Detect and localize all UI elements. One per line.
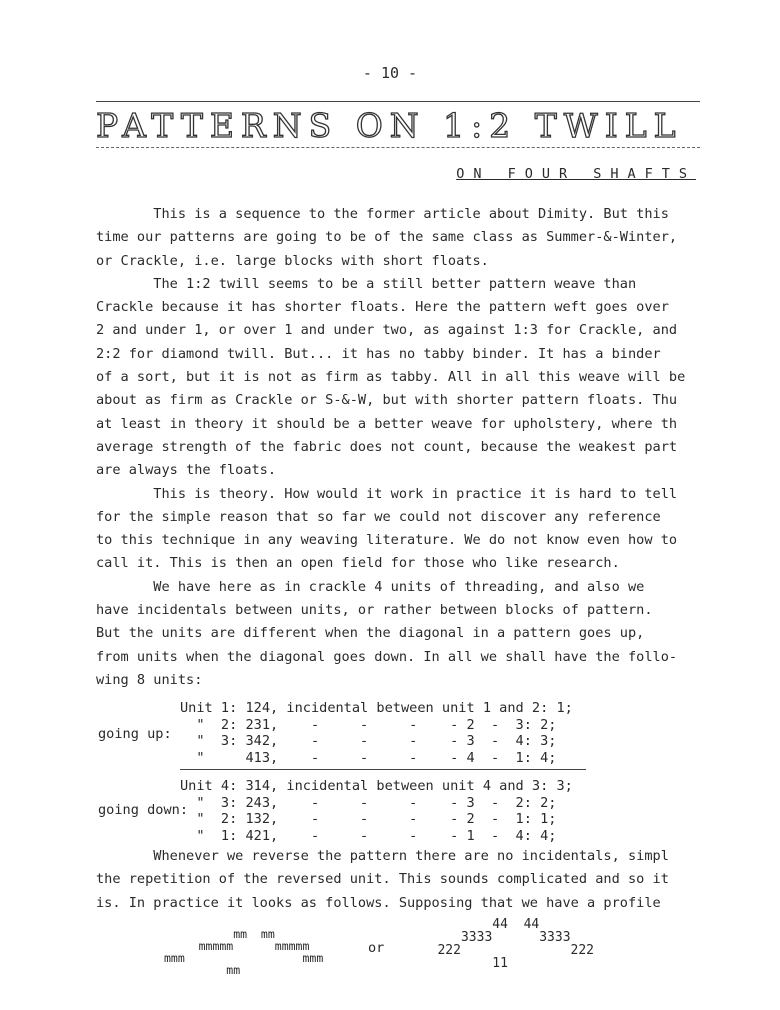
units-going-up: Unit 1: 124, incidental between unit 1 and 2: 1; " 2: 231, - - - - 2 - 3: 2; " 3: 342, - - - - 3 - 4: 3; " 413, - - - - 4 - 1: 4; — [180, 700, 573, 766]
going-up-label: going up: — [98, 726, 172, 742]
units-divider — [180, 769, 586, 770]
body-paragraphs: This is a sequence to the former article about Dimity. But this time our patterns are going to be of the same class as Summer-&-Winter, or Crackle, i.e. large blocks with short floats. The 1:2 twill seems to be a still better pattern weave than Crackle because it has shorter floats. Here the pattern weft goes over 2 and under 1, or over 1 and under two, as against 1:3 for Crackle, and 2:2 for diamond twill. But... it has no tabby binder. It has a binder of a sort, but it is not as firm as tabby. All in all this weave will be about as firm as Crackle or S-&-W, but with shorter pattern floats. Thu at least in theory it should be a better weave for upholstery, where th average strength of the fabric does not count, because the weakest part are always the floats. This is theory. How would it work in practice it is hard to tell for the simple reason that so far we could not discover any reference to this technique in any weaving literature. We do not know even how to call it. This is then an open field for those who like research. We have here as in crackle 4 units of threading, and also we have incidentals between units, or rather between blocks of pattern. But the units are different when the diagonal in a pattern goes up, from units when the diagonal goes down. In all we shall have the follo- wing 8 units: — [96, 206, 686, 688]
page-number: - 10 - — [362, 64, 418, 82]
profile-diagram-numbers: 44 44 3333 3333 222 222 11 — [437, 917, 595, 971]
profile-or-text: or — [368, 940, 385, 956]
profile-diagram-letters: mm mm mmmmm mmmmm mmm mmm mm — [164, 927, 324, 977]
going-down-label: going down: — [98, 802, 189, 818]
title-rule-top — [96, 101, 700, 102]
page-subtitle: ON FOUR SHAFTS — [456, 166, 696, 182]
units-going-down: Unit 4: 314, incidental between unit 4 and 3: 3; " 3: 243, - - - - 3 - 2: 2; " 2: 132, - - - - 2 - 1: 1; " 1: 421, - - - - 1 - 4: 4; — [180, 778, 573, 844]
title-rule-bottom — [96, 147, 700, 148]
closing-paragraph: Whenever we reverse the pattern there are no incidentals, simpl the repetition of the reversed unit. This sounds complicated and so it is. In practice it looks as follows. Supposing that we have a profile — [96, 848, 669, 911]
page-title: PATTERNS ON 1:2 TWILL — [96, 106, 683, 145]
